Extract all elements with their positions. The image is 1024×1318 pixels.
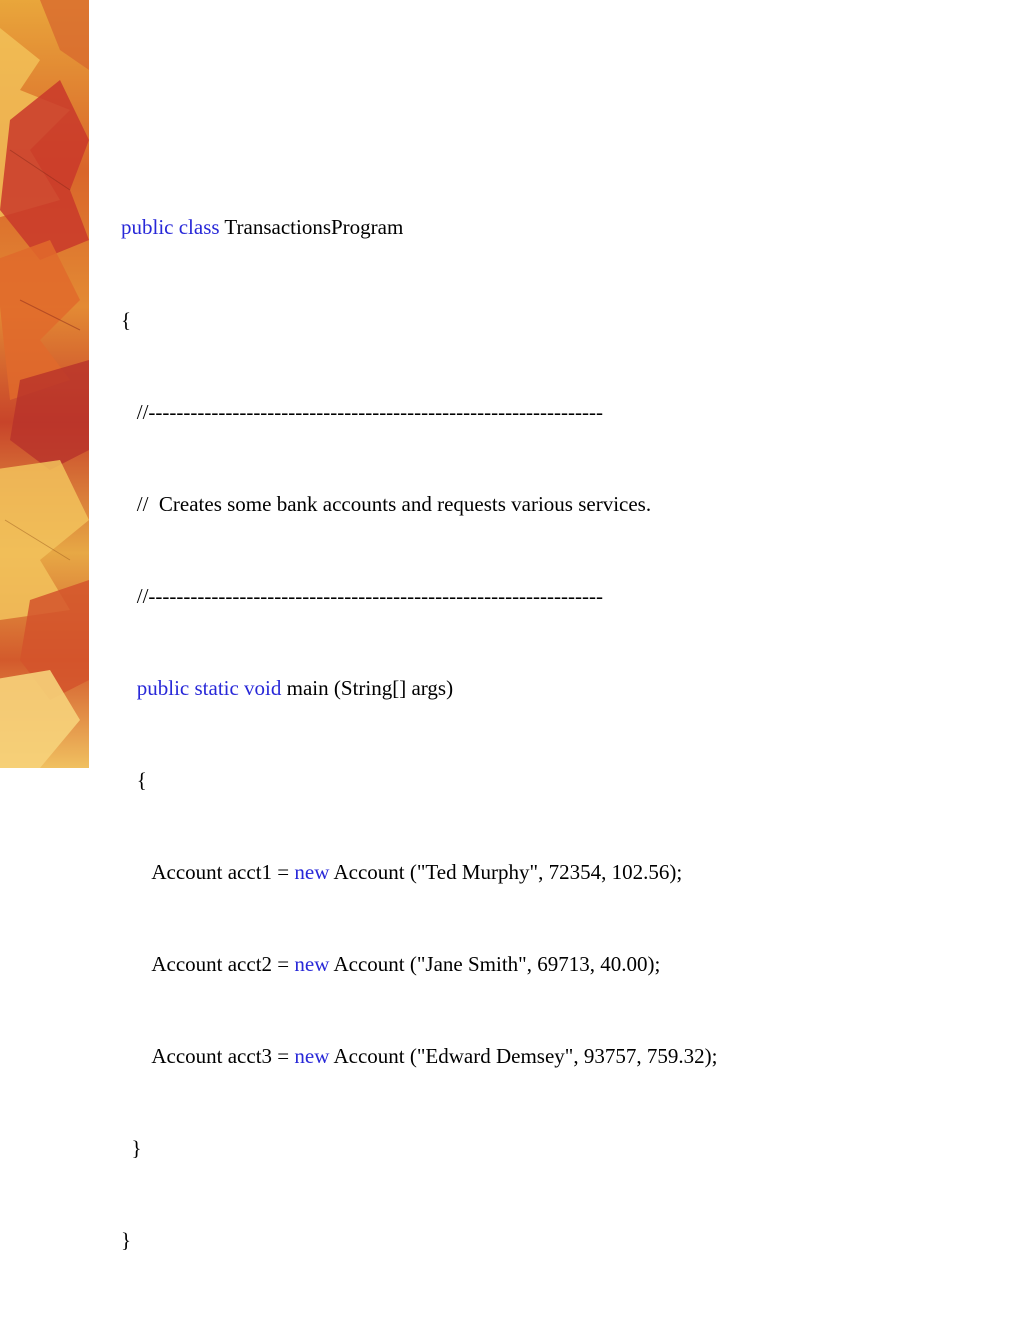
keyword: public class xyxy=(121,215,220,240)
code-text: Account ("Edward Demsey", 93757, 759.32); xyxy=(329,1044,718,1069)
code-line-comment-rule: //----------------------------------------------------------------- xyxy=(121,583,603,608)
code-text: TransactionsProgram xyxy=(219,215,404,240)
code-line-class-decl xyxy=(121,212,717,243)
code-line-class-close-brace: } xyxy=(121,1228,132,1253)
code-line-method-close-brace: } xyxy=(121,1136,142,1161)
keyword: new xyxy=(294,1044,330,1069)
code-text: Account acct3 = xyxy=(121,1044,295,1069)
code-text: main (String[] args) xyxy=(281,675,454,700)
code-line-open-brace: { xyxy=(121,307,132,332)
keyword: new xyxy=(294,952,330,977)
code-line-method-open-brace: { xyxy=(121,767,147,792)
code-text: Account ("Jane Smith", 69713, 40.00); xyxy=(329,952,661,977)
code-line-comment-rule: //----------------------------------------------------------------- xyxy=(121,399,603,424)
keyword: public static void xyxy=(136,675,282,700)
code-line-acct3 xyxy=(121,1041,717,1072)
code-line-acct2 xyxy=(121,949,717,980)
code-line-comment: // Creates some bank accounts and requests various services. xyxy=(121,491,652,516)
code-text: Account acct2 = xyxy=(121,952,295,977)
code-line-acct1 xyxy=(121,857,717,888)
code-line-method-decl xyxy=(121,673,717,704)
code-text: Account acct1 = xyxy=(121,860,295,885)
code-listing xyxy=(121,151,717,1318)
leaves-illustration xyxy=(0,0,89,768)
autumn-leaves-image xyxy=(0,0,89,768)
code-text: Account ("Ted Murphy", 72354, 102.56); xyxy=(329,860,683,885)
keyword: new xyxy=(294,860,330,885)
code-indent xyxy=(121,676,137,700)
